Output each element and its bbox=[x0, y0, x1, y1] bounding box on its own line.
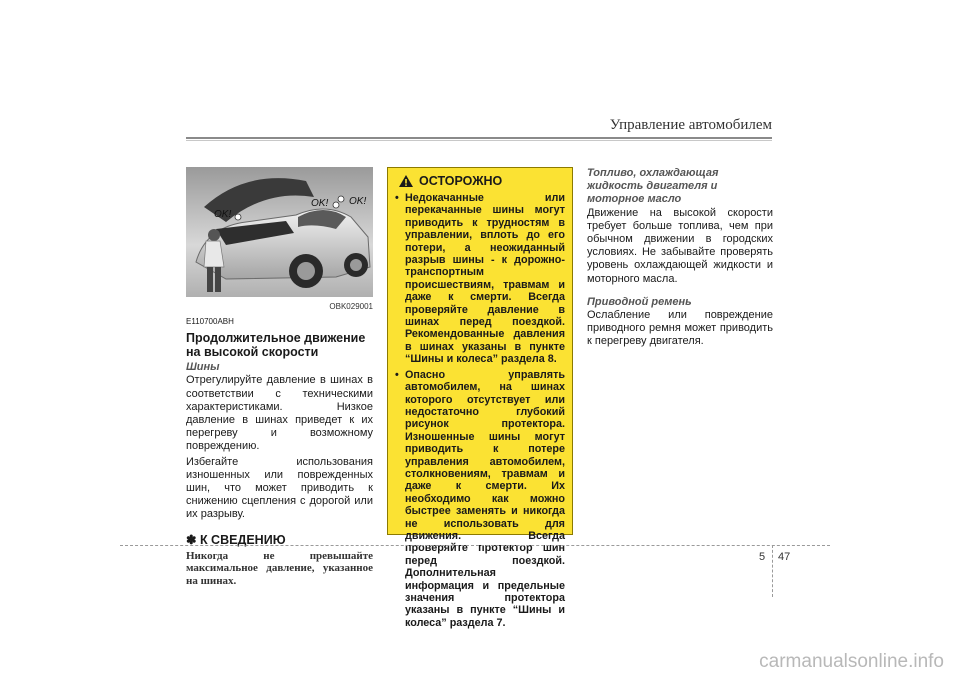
warning-list bbox=[388, 192, 572, 629]
chapter-title: Управление автомобилем bbox=[609, 117, 772, 133]
photo-code: OBK029001 bbox=[329, 302, 373, 311]
header-rule bbox=[186, 137, 772, 139]
warning-icon bbox=[398, 174, 414, 188]
fuel-paragraph: Движение на высокой скорости требует больше топлива, чем при обычном движении в городских условиях. Не забывайте проверять уровень охлаждающей жидкости и моторного масла. bbox=[587, 206, 773, 285]
tires-paragraph-2: Избегайте использования изношенных или поврежденных шин, что может приводить к снижению сцепления с дорогой или их разрыву. bbox=[186, 455, 373, 521]
belt-subheading: Приводной ремень bbox=[587, 295, 692, 308]
fuel-subheading: Топливо, охлаждающая жидкость двигателя и моторное масло bbox=[587, 167, 719, 206]
footer-rule bbox=[120, 545, 830, 546]
page-number: 47 bbox=[778, 551, 791, 563]
ok-label-2: OK! bbox=[311, 198, 329, 209]
section-number: 5 bbox=[759, 551, 766, 563]
section-title: Продолжительное движение на высокой скорости bbox=[186, 331, 366, 360]
header-rule-thin bbox=[186, 140, 772, 141]
warning-title: ОСТОРОЖНО bbox=[419, 174, 503, 188]
right-column bbox=[587, 165, 773, 351]
warning-box bbox=[387, 167, 573, 629]
ok-label-3: OK! bbox=[349, 196, 367, 207]
info-title: ✽ К СВЕДЕНИЮ bbox=[186, 532, 286, 547]
info-text: Никогда не превышайте максимальное давление, указанное на шинах. bbox=[186, 549, 373, 587]
warning-item: • Опасно управлять автомобилем, на шинах которого отсутствует или недостаточно глубокий рисунок протектора. Изношенные шины могут приводить к потере управления автомобилем, столкновениям, травмам и даже к смерти. Их необходимо как можно быстрее заменять и никогда не использовать для движения. Всегда проверяйте протектор шин перед поездкой. Дополнительная информация и предельные значения протектора указаны в пункте “Шины и колеса” раздела 7. bbox=[395, 368, 565, 629]
warning-header bbox=[388, 168, 572, 188]
belt-paragraph: Ослабление или повреждение приводного ремня может приводить к перегреву двигателя. bbox=[587, 309, 773, 348]
watermark: carmanualsonline.info bbox=[759, 651, 944, 672]
tires-subheading: Шины bbox=[186, 361, 220, 374]
warning-item: • Недокачанные или перекачанные шины могут приводить к трудностям в управлении, вплоть до его потери, а неожиданный разрыв шины - к дорожно-транспортным происшествиям, травмам и даже к смерти. Всегда проверяйте давление в шинах перед поездкой. Рекомендованные давления в шинах указаны в пункте “Шины и колеса” раздела 8. bbox=[395, 192, 565, 366]
left-column bbox=[186, 315, 373, 587]
tires-paragraph-1: Отрегулируйте давление в шинах в соответствии с техническими характеристиками. Низкое давление в шинах приведет к их перегреву и возможному повреждению. bbox=[186, 374, 373, 453]
car-engine-photo bbox=[186, 167, 373, 297]
section-code: E110700ABH bbox=[186, 317, 234, 326]
ok-label-1: OK! bbox=[214, 209, 232, 220]
page-divider bbox=[772, 545, 773, 597]
